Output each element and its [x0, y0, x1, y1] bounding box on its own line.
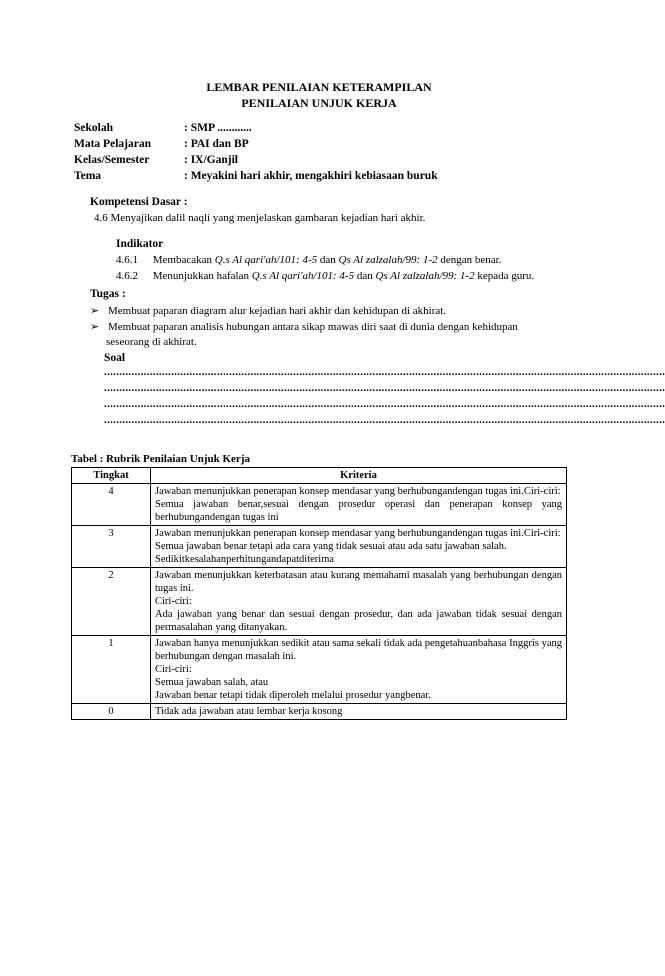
indikator-text: dan [354, 270, 376, 282]
rubric-row [72, 484, 567, 526]
identity-value: : IX/Ganjil [184, 154, 238, 166]
document-title: LEMBAR PENILAIAN KETERAMPILAN [206, 80, 432, 94]
identity-value: : SMP ............ [184, 122, 252, 134]
indikator-item [116, 254, 501, 266]
criteria-line: Sedikitkesalahanperhitungandapatditerima [155, 554, 335, 565]
tugas-item [90, 320, 518, 333]
criteria-line: Tidak ada jawaban atau lembar kerja kosong [155, 706, 343, 717]
surah-reference: Q.s Al qari'ah/101: 4-5 [214, 254, 318, 266]
criteria-line: Semua jawaban benar tetapi ada cara yang tidak sesuai atau ada satu jawaban salah. [155, 541, 507, 552]
indikator-number: 4.6.2 [116, 270, 138, 282]
surah-reference: Qs Al zalzalah/99: 1-2 [375, 270, 475, 282]
column-header-level: Tingkat [72, 468, 151, 484]
identity-label: Mata Pelajaran [74, 138, 151, 150]
criteria-line: Jawaban hanya menunjukkan sedikit atau sama sekali tidak ada pengetahuanbahasa Inggris yang berhubungan dengan masalah ini. [155, 638, 562, 662]
indikator-number: 4.6.1 [116, 254, 138, 266]
level-cell: 0 [72, 704, 151, 720]
criteria-line: Semua jawaban benar,sesuai dengan prosedur operasi dan penerapan konsep yang berhubungandengan tugas ini [155, 499, 562, 523]
indikator-heading: Indikator [116, 238, 164, 250]
indikator-text: Membacakan [152, 254, 215, 266]
arrow-bullet-icon: ➢ [90, 321, 100, 333]
identity-value: : PAI dan BP [184, 138, 249, 150]
rubric-row [72, 526, 567, 568]
criteria-cell [151, 526, 567, 568]
criteria-line: Ciri-ciri: [155, 596, 192, 607]
criteria-cell [151, 704, 567, 720]
tugas-text: Membuat paparan diagram alur kejadian hari akhir dan kehidupan di akhirat. [107, 305, 447, 317]
kompetensi-heading: Kompetensi Dasar : [90, 196, 188, 208]
tugas-text: Membuat paparan analisis hubungan antara sikap mawas diri saat di dunia dengan kehidupan [107, 321, 518, 333]
surah-reference: Qs Al zalzalah/99: 1-2 [338, 254, 438, 266]
criteria-line: Jawaban menunjukkan penerapan konsep mendasar yang berhubungandengan tugas ini.Ciri-ciri: [155, 486, 561, 497]
identity-label: Sekolah [74, 122, 113, 134]
criteria-line: Ciri-ciri: [155, 664, 192, 675]
tugas-item [90, 304, 446, 317]
indikator-text: Menunjukkan hafalan [152, 270, 252, 282]
criteria-cell [151, 568, 567, 636]
answer-line: ........................................................................................................................................................................................ [104, 414, 665, 426]
surah-reference: Q.s Al qari'ah/101: 4-5 [251, 270, 355, 282]
document-subtitle: PENILAIAN UNJUK KERJA [241, 96, 397, 110]
criteria-cell [151, 636, 567, 704]
criteria-line: Jawaban benar tetapi tidak diperoleh melalui prosedur yangbenar. [155, 690, 431, 701]
column-header-criteria: Kriteria [151, 468, 567, 484]
indikator-text: kepada guru. [474, 270, 535, 282]
arrow-bullet-icon: ➢ [90, 305, 100, 317]
rubric-row [72, 704, 567, 720]
identity-row-kelas [74, 154, 238, 166]
answer-line: ........................................................................................................................................................................................ [104, 366, 665, 378]
rubric-header-row [72, 468, 567, 484]
rubric-row [72, 568, 567, 636]
level-cell: 4 [72, 484, 151, 526]
criteria-line: Jawaban menunjukkan keterbatasan atau kurang memahami masalah yang berhubungan dengan tugas ini. [155, 570, 562, 594]
level-cell: 2 [72, 568, 151, 636]
rubric-row [72, 636, 567, 704]
answer-line: ........................................................................................................................................................................................ [104, 398, 665, 410]
tugas-heading: Tugas : [90, 288, 126, 300]
identity-row-mapel [74, 138, 249, 150]
identity-row-tema [74, 170, 438, 182]
identity-row-sekolah [74, 122, 252, 134]
rubric-caption: Tabel : Rubrik Penilaian Unjuk Kerja [71, 453, 250, 465]
indikator-text: dan [317, 254, 339, 266]
tugas-text-continued: seseorang di akhirat. [106, 336, 197, 348]
indikator-item [116, 270, 534, 282]
rubric-table [71, 467, 567, 720]
criteria-line: Semua jawaban salah, atau [155, 677, 269, 688]
level-cell: 3 [72, 526, 151, 568]
kompetensi-text: 4.6 Menyajikan dalil naqli yang menjelaskan gambaran kejadian hari akhir. [94, 212, 426, 224]
soal-heading: Soal [104, 352, 126, 364]
answer-line: ........................................................................................................................................................................................ [104, 382, 665, 394]
identity-label: Tema [74, 170, 102, 182]
identity-value: : Meyakini hari akhir, mengakhiri kebiasaan buruk [184, 170, 438, 182]
criteria-cell [151, 484, 567, 526]
criteria-line: Jawaban menunjukkan penerapan konsep mendasar yang berhubungandengan tugas ini.Ciri-ciri: [155, 528, 561, 539]
identity-label: Kelas/Semester [74, 154, 150, 166]
indikator-text: dengan benar. [437, 254, 502, 266]
criteria-line: Ada jawaban yang benar dan sesuai dengan prosedur, dan ada jawaban tidak sesuai dengan permasalahan yang ditanyakan. [155, 609, 562, 633]
level-cell: 1 [72, 636, 151, 704]
